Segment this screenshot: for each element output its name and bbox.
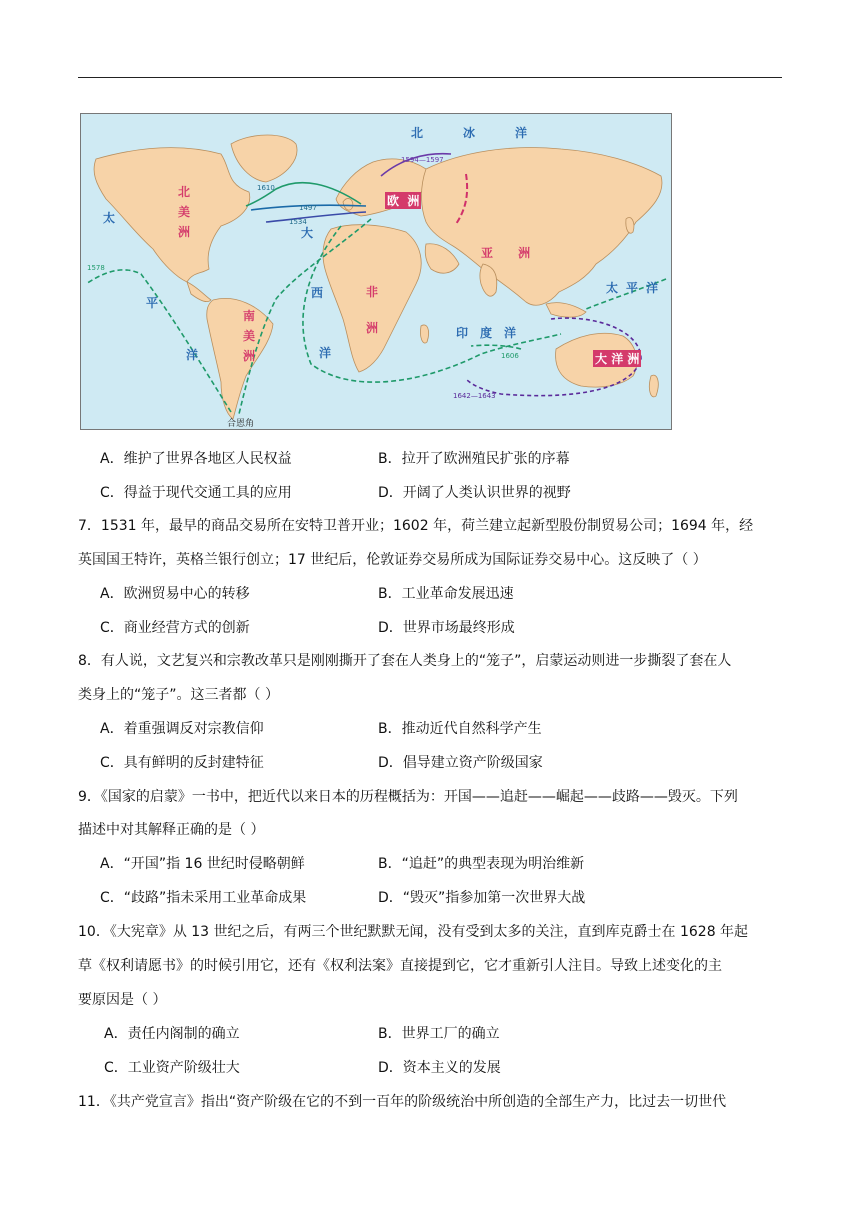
label-cape-horn: 合恩角 bbox=[227, 419, 255, 429]
q8-option-a: A．着重强调反对宗教信仰 bbox=[100, 721, 264, 737]
q6-option-c: C．得益于现代交通工具的应用 bbox=[100, 485, 292, 501]
year-label: 1610 bbox=[257, 184, 275, 192]
q9-option-c: C．“歧路”指未采用工业革命成果 bbox=[100, 890, 307, 906]
q10-stem-line3: 要原因是（ ） bbox=[78, 992, 167, 1008]
label-indian-ocean: 印度洋 bbox=[456, 326, 529, 340]
label-south-america: 南 美 洲 bbox=[243, 309, 256, 363]
q10-option-d: D．资本主义的发展 bbox=[378, 1060, 501, 1076]
year-label: 1497 bbox=[299, 204, 317, 212]
label-arctic-ocean: 北冰洋 bbox=[411, 126, 568, 140]
q9-option-d: D．“毁灭”指参加第一次世界大战 bbox=[378, 890, 586, 906]
q10-option-b: B．世界工厂的确立 bbox=[378, 1026, 500, 1042]
q6-option-d: D．开阔了人类认识世界的视野 bbox=[378, 485, 571, 501]
q10-option-a: A．责任内阁制的确立 bbox=[104, 1026, 240, 1042]
label-asia: 亚 洲 bbox=[481, 246, 531, 260]
q8-stem-line2: 类身上的“笼子”。这三者都（ ） bbox=[78, 687, 279, 703]
label-pacific-east: 太平洋 bbox=[606, 281, 667, 295]
q10-stem-line1: 10．《大宪章》从 13 世纪之后，有两三个世纪默默无闻，没有受到太多的关注，直到库克爵士在 1628 年起 bbox=[78, 924, 749, 940]
q9-stem-line1: 9．《国家的启蒙》一书中，把近代以来日本的历程概括为：开国——追赶——崛起——歧路——毁灭。下列 bbox=[78, 789, 738, 805]
year-label: 1534 bbox=[289, 218, 307, 226]
q10-stem-line2: 草《权利请愿书》的时候引用它，还有《权利法案》直接提到它，它才重新引人注目。导致上述变化的主 bbox=[78, 958, 722, 974]
q8-option-b: B．推动近代自然科学产生 bbox=[378, 721, 542, 737]
q11-stem-line1: 11．《共产党宣言》指出“资产阶级在它的不到一百年的阶级统治中所创造的全部生产力，比过去一切世代 bbox=[78, 1094, 727, 1110]
q7-option-c: C．商业经营方式的创新 bbox=[100, 620, 250, 636]
year-label: 1642—1643 bbox=[453, 392, 496, 400]
q8-option-d: D．倡导建立资产阶级国家 bbox=[378, 755, 543, 771]
q9-stem-line2: 描述中对其解释正确的是（ ） bbox=[78, 822, 265, 838]
q7-stem-line1: 7．1531 年，最早的商品交易所在安特卫普开业；1602 年，荷兰建立起新型股份制贸易公司；1694 年，经 bbox=[78, 518, 754, 534]
header-rule bbox=[78, 77, 782, 78]
q8-stem-line1: 8．有人说，文艺复兴和宗教改革只是刚刚撕开了套在人类身上的“笼子”，启蒙运动则进一步撕裂了套在人 bbox=[78, 653, 732, 669]
q7-option-d: D．世界市场最终形成 bbox=[378, 620, 515, 636]
label-europe: 欧 洲 bbox=[387, 194, 420, 208]
label-north-america: 北 美 洲 bbox=[178, 185, 191, 239]
year-label: 1594—1597 bbox=[401, 156, 444, 164]
q10-option-c: C．工业资产阶级壮大 bbox=[104, 1060, 240, 1076]
q7-stem-line2: 英国国王特许，英格兰银行创立；17 世纪后，伦敦证券交易所成为国际证券交易中心。这反映了（ ） bbox=[78, 552, 707, 568]
label-africa: 非 洲 bbox=[366, 285, 379, 335]
q7-option-a: A．欧洲贸易中心的转移 bbox=[100, 586, 250, 602]
label-oceania: 大 洋 洲 bbox=[595, 352, 640, 366]
q6-option-b: B．拉开了欧洲殖民扩张的序幕 bbox=[378, 451, 570, 467]
year-label: 1578 bbox=[87, 264, 105, 272]
q6-option-a: A．维护了世界各地区人民权益 bbox=[100, 451, 292, 467]
q9-option-b: B．“追赶”的典型表现为明治维新 bbox=[378, 856, 585, 872]
q8-option-c: C．具有鲜明的反封建特征 bbox=[100, 755, 264, 771]
q7-option-b: B．工业革命发展迅速 bbox=[378, 586, 514, 602]
world-exploration-map: 北 美 洲 南 美 洲 欧 洲 亚 洲 非 洲 大 洋 洲 北冰洋 大 西 洋 太 平 洋 太平洋 印度洋 合恩角 1497 1534 1610 1594—1597 1578 1642—1643 1606 bbox=[80, 113, 672, 430]
q9-option-a: A．“开国”指 16 世纪时侵略朝鲜 bbox=[100, 856, 305, 872]
year-label: 1606 bbox=[501, 352, 519, 360]
